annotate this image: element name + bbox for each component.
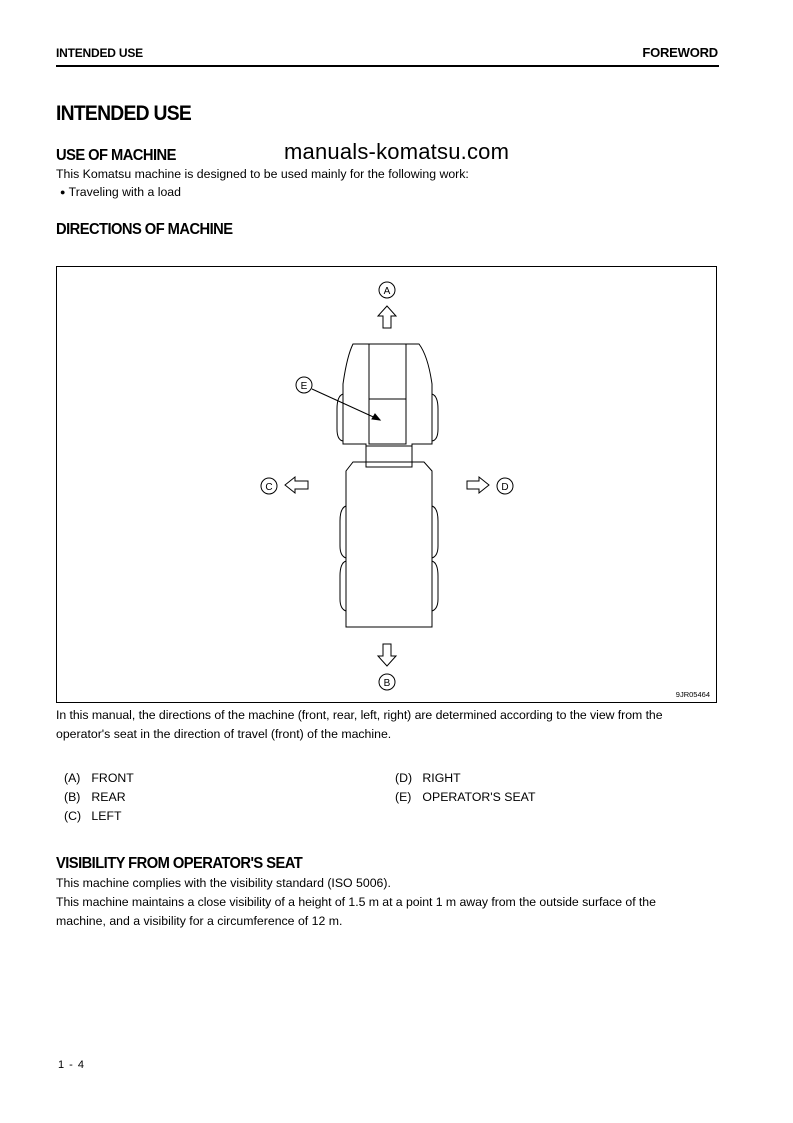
- use-of-machine-heading: USE OF MACHINE: [56, 147, 176, 164]
- machine-diagram: [56, 266, 717, 703]
- legend-item-front: [64, 771, 134, 785]
- leader-arrowhead: [372, 414, 380, 420]
- visibility-line2: This machine maintains a close visibility of a height of 1.5 m at a point 1 m away from the outside surface of the: [56, 895, 656, 909]
- legend-item-rear: [64, 790, 126, 804]
- arrow-right-icon: [467, 477, 489, 493]
- leader-line-e: [312, 389, 380, 420]
- directions-figure: [56, 266, 717, 703]
- label-e: E: [300, 381, 308, 392]
- label-b: B: [383, 678, 391, 689]
- legend-key: (B): [64, 790, 81, 804]
- directions-description-line2: operator's seat in the direction of travel (front) of the machine.: [56, 727, 392, 741]
- legend-label: LEFT: [91, 809, 122, 823]
- directions-heading: DIRECTIONS OF MACHINE: [56, 221, 233, 238]
- operator-seat: [369, 399, 406, 444]
- use-of-machine-intro: This Komatsu machine is designed to be used mainly for the following work:: [56, 167, 469, 181]
- bullet-text: Traveling with a load: [68, 185, 181, 199]
- label-a: A: [383, 286, 391, 297]
- visibility-line3: machine, and a visibility for a circumference of 12 m.: [56, 914, 343, 928]
- header-chapter-title: FOREWORD: [642, 45, 718, 60]
- arrow-up-icon: [378, 306, 396, 328]
- legend-key: (C): [64, 809, 82, 823]
- arrow-left-icon: [285, 477, 308, 493]
- rear-frame-outline: [346, 462, 432, 627]
- label-c: C: [265, 482, 273, 493]
- rear-left-wheel-2: [340, 561, 346, 611]
- rear-right-wheel-2: [432, 561, 438, 611]
- legend-item-right: [395, 771, 461, 785]
- arrow-down-icon: [378, 644, 396, 666]
- legend-label: RIGHT: [422, 771, 461, 785]
- page-number: 1 - 4: [58, 1059, 86, 1071]
- legend-item-operators-seat: [395, 790, 535, 804]
- use-of-machine-bullet: [60, 183, 181, 202]
- legend-key: (E): [395, 790, 412, 804]
- figure-code: 9JR05464: [675, 690, 710, 699]
- legend-key: (D): [395, 771, 413, 785]
- visibility-heading: VISIBILITY FROM OPERATOR'S SEAT: [56, 855, 303, 872]
- rear-left-wheel-1: [340, 506, 346, 558]
- legend-label: REAR: [91, 790, 126, 804]
- page-title: INTENDED USE: [56, 102, 192, 125]
- bullet-dot-icon: ●: [60, 187, 66, 197]
- label-d: D: [501, 482, 509, 493]
- legend-key: (A): [64, 771, 81, 785]
- legend-label: OPERATOR'S SEAT: [422, 790, 536, 804]
- articulation-joint: [366, 446, 412, 462]
- front-right-wheel: [432, 394, 438, 441]
- legend-item-left: [64, 809, 122, 823]
- legend-label: FRONT: [91, 771, 134, 785]
- directions-description-line1: In this manual, the directions of the machine (front, rear, left, right) are determined according to the view from the: [56, 708, 663, 722]
- header-rule: [56, 65, 719, 67]
- rear-right-wheel-1: [432, 506, 438, 558]
- header-section-title: INTENDED USE: [56, 46, 143, 60]
- visibility-line1: This machine complies with the visibility standard (ISO 5006).: [56, 876, 391, 890]
- watermark: manuals-komatsu.com: [284, 139, 510, 164]
